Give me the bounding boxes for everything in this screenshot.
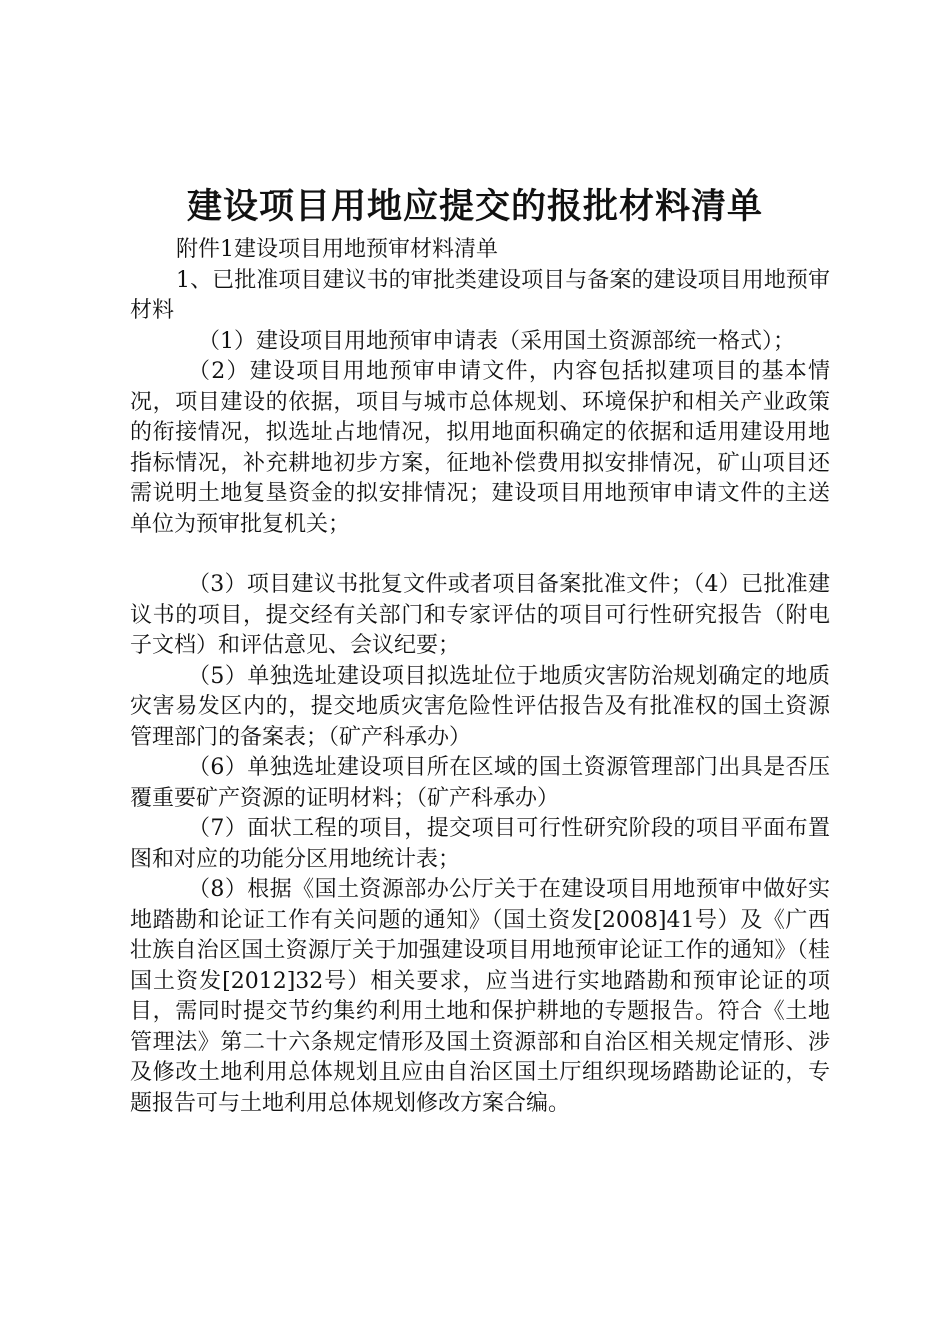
item-1: （1）建设项目用地预审申请表（采用国土资源部统一格式）； [198,328,795,354]
item-7: （7）面状工程的项目，提交项目可行性研究阶段的项目平面布置图和对应的功能分区用地统计表； [130,816,830,872]
document-title: 建设项目用地应提交的报批材料清单 [186,187,763,227]
attachment-heading: 附件1建设项目用地预审材料清单 [176,237,498,262]
item-2: （2）建设项目用地预审申请文件，内容包括拟建项目的基本情况，项目建设的依据，项目与城市总体规划、环境保护和相关产业政策的衔接情况，拟选址占地情况，拟用地面积确定的依据和适用建设用地指标情况，补充耕地初步方案，征地补偿费用拟安排情况，矿山项目还需说明土地复垦资金的拟安排情况；建设项目用地预审申请文件的主送单位为预审批复机关； [130,359,830,537]
item-5: （5）单独选址建设项目拟选址位于地质灾害防治规划确定的地质灾害易发区内的，提交地质灾害危险性评估报告及有批准权的国土资源管理部门的备案表；（矿产科承办） [130,663,830,750]
item-6: （6）单独选址建设项目所在区域的国土资源管理部门出具是否压覆重要矿产资源的证明材料；（矿产科承办） [130,755,830,811]
section-1-heading: 1、已批准项目建议书的审批类建设项目与备案的建设项目用地预审材料 [130,267,830,323]
item-8: （8）根据《国土资源部办公厅关于在建设项目用地预审中做好实地踏勘和论证工作有关问题的通知》（国土资发[2008]41号）及《广西壮族自治区国土资源厅关于加强建设项目用地预审论证工作的通知》（桂国土资发[2012]32号）相关要求，应当进行实地踏勘和预审论证的项目，需同时提交节约集约利用土地和保护耕地的专题报告。符合《土地管理法》第二十六条规定情形及国土资源部和自治区相关规定情形、涉及修改土地利用总体规划且应由自治区国土厅组织现场踏勘论证的，专题报告可与土地利用总体规划修改方案合编。 [130,877,830,1116]
item-3-4: （3）项目建议书批复文件或者项目备案批准文件；（4）已批准建议书的项目，提交经有关部门和专家评估的项目可行性研究报告（附电子文档）和评估意见、会议纪要； [130,572,830,658]
document-body [130,235,830,1119]
paragraph-gap [130,540,830,570]
